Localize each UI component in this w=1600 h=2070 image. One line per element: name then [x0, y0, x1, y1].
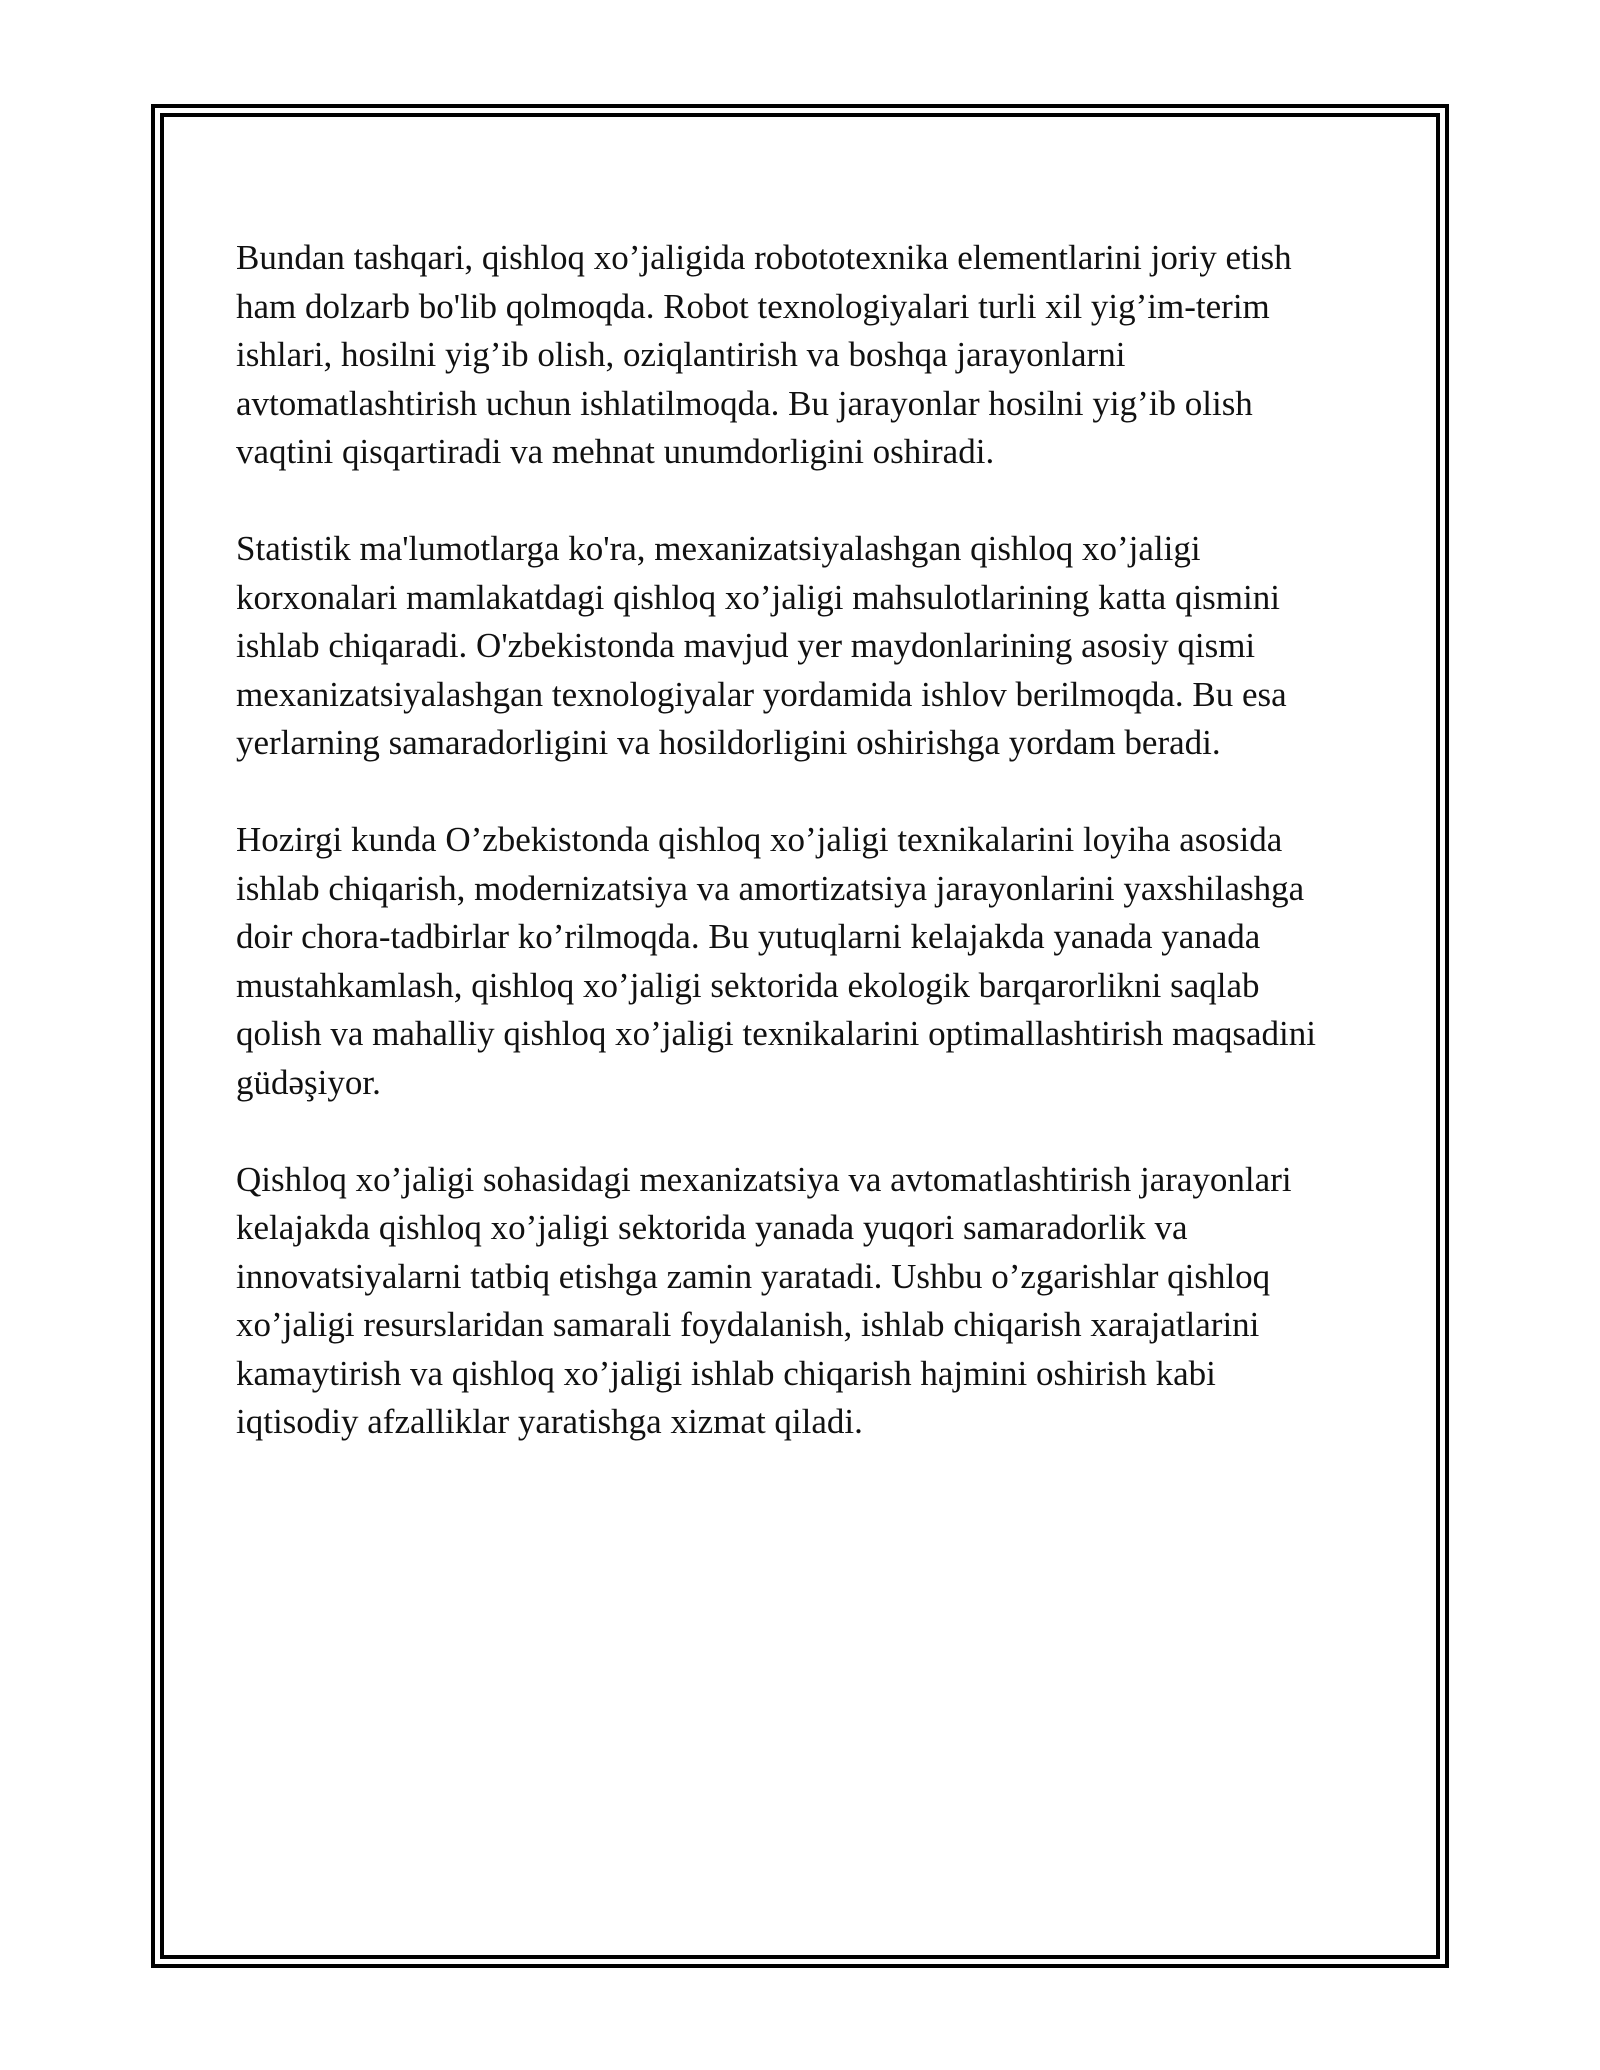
- document-body: [236, 234, 1386, 1495]
- paragraph-current-measures: Hozirgi kunda O’zbekistonda qishloq xo’jaligi texnikalarini loyiha asosida ishlab chiqarish, modernizatsiya va amortizatsiya jarayonlarini yaxshilashga doir chora-tadbirlar ko’rilmoqda. Bu yutuqlarni kelajakda yanada yanada mustahkamlash, qishloq xo’jaligi sektorida ekologik barqarorlikni saqlab qolish va mahalliy qishloq xo’jaligi texnikalarini optimallashtirish maqsadini güdəşiyor.: [236, 820, 1316, 1102]
- paragraph-statistics: Statistik ma'lumotlarga ko'ra, mexanizatsiyalashgan qishloq xo’jaligi korxonalari mamlakatdagi qishloq xo’jaligi mahsulotlarining katta qismini ishlab chiqaradi. O'zbekistonda mavjud yer maydonlarining asosiy qismi mexanizatsiyalashgan texnologiyalar yordamida ishlov berilmoqda. Bu esa yerlarning samaradorligini va hosildorligini oshirishga yordam beradi.: [236, 529, 1287, 762]
- paragraph-future-outlook: Qishloq xo’jaligi sohasidagi mexanizatsiya va avtomatlashtirish jarayonlari kelajakda qishloq xo’jaligi sektorida yanada yuqori samaradorlik va innovatsiyalarni tatbiq etishga zamin yaratadi. Ushbu o’zgarishlar qishloq xo’jaligi resurslaridan samarali foydalanish, ishlab chiqarish xarajatlarini kamaytirish va qishloq xo’jaligi ishlab chiqarish hajmini oshirish kabi iqtisodiy afzalliklar yaratishga xizmat qiladi.: [236, 1159, 1292, 1441]
- paragraph-robotics: Bundan tashqari, qishloq xo’jaligida robototexnika elementlarini joriy etish ham dolzarb bo'lib qolmoqda. Robot texnologiyalari turli xil yig’im-terim ishlari, hosilni yig’ib olish, oziqlantirish va boshqa jarayonlarni avtomatlashtirish uchun ishlatilmoqda. Bu jarayonlar hosilni yig’ib olish vaqtini qisqartiradi va mehnat unumdorligini oshiradi.: [236, 238, 1292, 471]
